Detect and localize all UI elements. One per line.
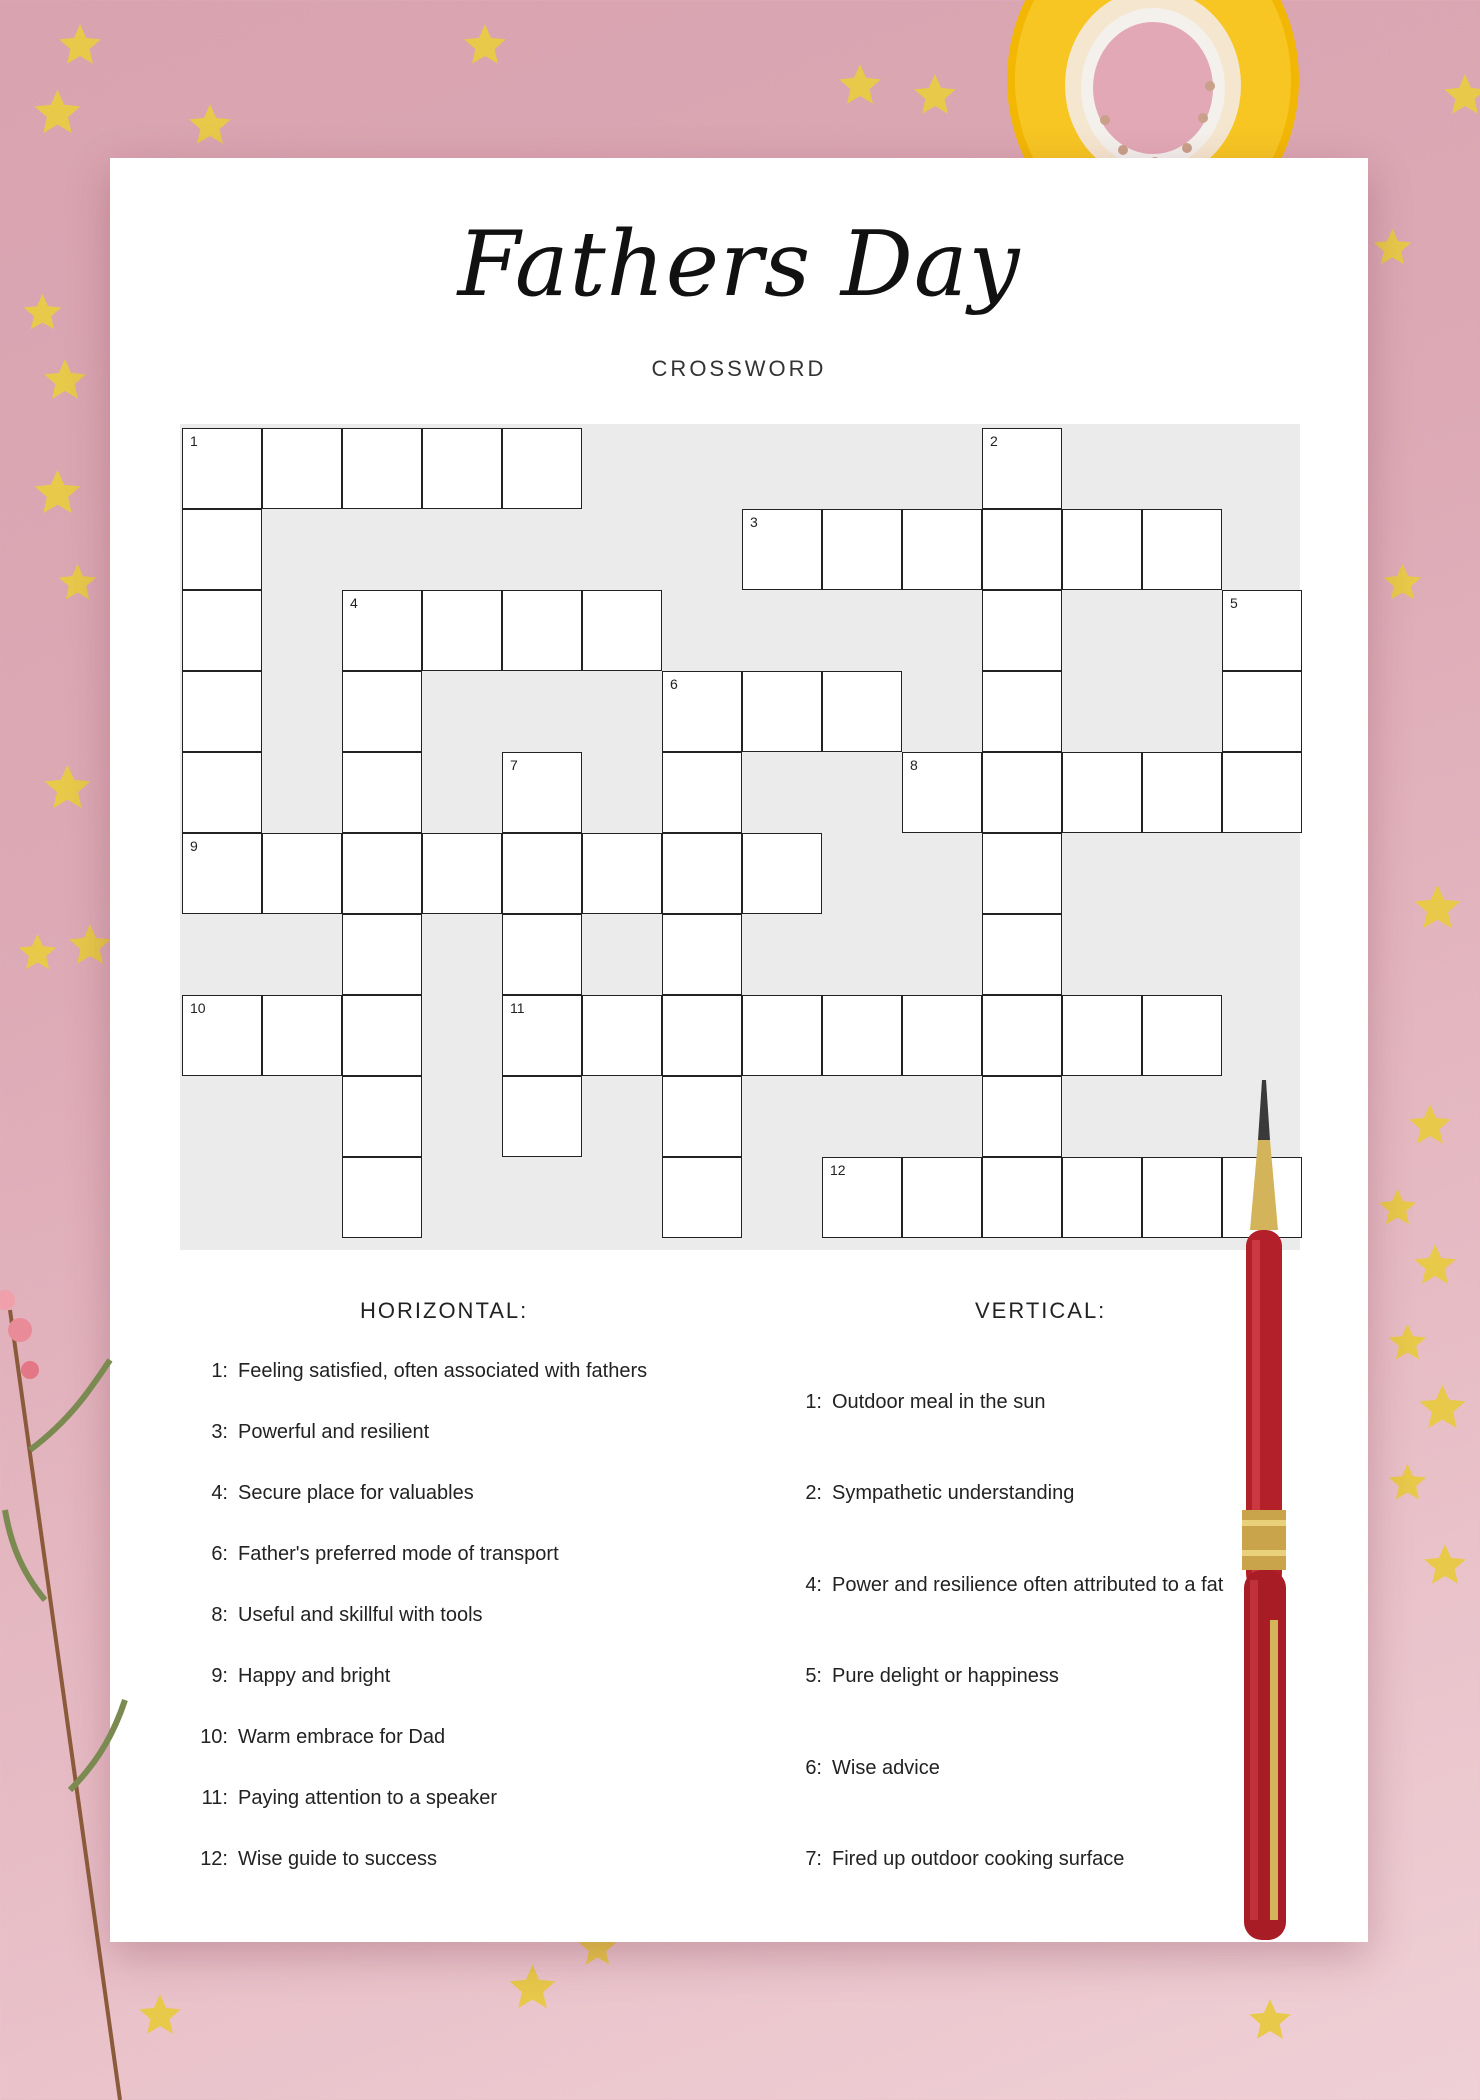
grid-cell — [1222, 752, 1302, 833]
star-icon — [20, 290, 65, 335]
grid-cell — [422, 833, 502, 914]
grid-cell — [662, 752, 742, 833]
grid-cell — [422, 590, 502, 671]
grid-cell — [262, 833, 342, 914]
vertical-clue: 2: Sympathetic understanding — [805, 1482, 1075, 1504]
grid-cell — [502, 995, 582, 1076]
grid-cell — [982, 752, 1062, 833]
grid-cell — [982, 1157, 1062, 1238]
clue-number: 6 — [670, 676, 678, 692]
clue-number: 2 — [990, 433, 998, 449]
grid-cell — [982, 995, 1062, 1076]
grid-cell — [502, 752, 582, 833]
grid-cell — [982, 1076, 1062, 1157]
grid-cell — [902, 509, 982, 590]
vertical-clue: 5: Pure delight or happiness — [805, 1665, 1059, 1687]
star-icon — [1415, 1380, 1470, 1435]
star-icon — [1410, 880, 1465, 935]
crossword-sheet — [110, 158, 1368, 1942]
grid-cell — [902, 995, 982, 1076]
horizontal-clue: 1: Feeling satisfied, often associated with fathers — [211, 1360, 648, 1382]
star-icon — [910, 70, 960, 120]
star-icon — [55, 560, 100, 605]
star-icon — [1370, 225, 1415, 270]
star-icon — [1245, 1995, 1295, 2045]
grid-cell — [662, 995, 742, 1076]
star-icon — [1385, 1460, 1430, 1505]
grid-cell — [342, 428, 422, 509]
grid-cell — [342, 752, 422, 833]
clue-number: 1 — [190, 433, 198, 449]
star-icon — [135, 1990, 185, 2040]
grid-cell — [1062, 509, 1142, 590]
grid-cell — [742, 995, 822, 1076]
vertical-clue: 6: Wise advice — [805, 1757, 940, 1779]
grid-cell — [182, 752, 262, 833]
grid-cell — [182, 509, 262, 590]
star-icon — [15, 930, 60, 975]
star-icon — [40, 760, 95, 815]
grid-cell — [1062, 995, 1142, 1076]
grid-cell — [902, 1157, 982, 1238]
clue-number: 12 — [830, 1162, 846, 1178]
grid-cell — [662, 914, 742, 995]
vertical-clue: 1: Outdoor meal in the sun — [805, 1391, 1046, 1413]
star-icon — [460, 20, 510, 70]
grid-cell — [1142, 509, 1222, 590]
grid-cell — [742, 509, 822, 590]
grid-cell — [742, 671, 822, 752]
grid-cell — [1062, 752, 1142, 833]
grid-cell — [502, 590, 582, 671]
star-icon — [30, 85, 85, 140]
clue-number: 7 — [510, 757, 518, 773]
grid-cell — [902, 752, 982, 833]
grid-cell — [262, 428, 342, 509]
grid-cell — [502, 1076, 582, 1157]
star-icon — [835, 60, 885, 110]
star-icon — [505, 1960, 560, 2015]
grid-cell — [1222, 671, 1302, 752]
page-subtitle: CROSSWORD — [651, 356, 827, 381]
grid-cell — [582, 590, 662, 671]
star-icon — [40, 355, 90, 405]
grid-cell — [342, 1076, 422, 1157]
horizontal-heading: HORIZONTAL: — [360, 1298, 529, 1323]
grid-cell — [982, 671, 1062, 752]
star-icon — [1410, 1240, 1460, 1290]
clue-number: 10 — [190, 1000, 206, 1016]
grid-cell — [1142, 995, 1222, 1076]
star-icon — [185, 100, 235, 150]
grid-cell — [182, 671, 262, 752]
vertical-heading: VERTICAL: — [975, 1298, 1107, 1323]
grid-cell — [982, 914, 1062, 995]
clue-number: 5 — [1230, 595, 1238, 611]
clue-number: 8 — [910, 757, 918, 773]
grid-cell — [342, 590, 422, 671]
star-icon — [1385, 1320, 1430, 1365]
star-icon — [1405, 1100, 1455, 1150]
flower-branch-icon — [0, 1270, 130, 2100]
grid-cell — [182, 833, 262, 914]
grid-cell — [342, 833, 422, 914]
vertical-clue: 7: Fired up outdoor cooking surface — [805, 1848, 1125, 1870]
star-icon — [55, 20, 105, 70]
star-icon — [1375, 1185, 1420, 1230]
grid-cell — [342, 1157, 422, 1238]
horizontal-clue: 4: Secure place for valuables — [211, 1482, 474, 1504]
vertical-clue: 4: Power and resilience often attributed to a fat — [805, 1574, 1224, 1596]
crossword-grid — [180, 424, 1300, 1250]
horizontal-clue: 6: Father's preferred mode of transport — [211, 1543, 559, 1565]
star-icon — [1380, 560, 1425, 605]
grid-cell — [1222, 590, 1302, 671]
grid-cell — [742, 833, 822, 914]
grid-cell — [982, 590, 1062, 671]
grid-cell — [662, 1076, 742, 1157]
horizontal-clue: 3: Powerful and resilient — [211, 1421, 430, 1443]
grid-cell — [1062, 1157, 1142, 1238]
grid-cell — [1142, 1157, 1222, 1238]
grid-cell — [502, 428, 582, 509]
horizontal-clue: 12: Wise guide to success — [200, 1848, 437, 1870]
grid-cell — [982, 428, 1062, 509]
grid-cell — [182, 428, 262, 509]
star-icon — [65, 920, 115, 970]
grid-cell — [342, 914, 422, 995]
horizontal-clue: 11: Paying attention to a speaker — [201, 1787, 498, 1809]
grid-cell — [422, 428, 502, 509]
grid-cell — [182, 590, 262, 671]
grid-cell — [342, 995, 422, 1076]
clue-number: 4 — [350, 595, 358, 611]
grid-cell — [822, 671, 902, 752]
grid-cell — [662, 1157, 742, 1238]
grid-cell — [262, 995, 342, 1076]
pen-icon — [1220, 1080, 1320, 1960]
grid-cell — [582, 995, 662, 1076]
grid-cell — [822, 509, 902, 590]
horizontal-clue: 8: Useful and skillful with tools — [211, 1604, 483, 1626]
clue-number: 11 — [510, 1000, 525, 1016]
star-icon — [30, 465, 85, 520]
grid-cell — [822, 995, 902, 1076]
horizontal-clue: 10: Warm embrace for Dad — [200, 1726, 446, 1748]
grid-cell — [662, 833, 742, 914]
grid-cell — [182, 995, 262, 1076]
clue-number: 3 — [750, 514, 758, 530]
grid-cell — [822, 1157, 902, 1238]
horizontal-clue: 9: Happy and bright — [211, 1665, 391, 1687]
grid-cell — [982, 833, 1062, 914]
grid-cell — [342, 671, 422, 752]
grid-cell — [502, 914, 582, 995]
grid-cell — [982, 509, 1062, 590]
grid-cell — [1142, 752, 1222, 833]
grid-cell — [502, 833, 582, 914]
page-title: Fathers Day — [457, 212, 1021, 317]
star-icon — [1420, 1540, 1470, 1590]
grid-cell — [662, 671, 742, 752]
star-icon — [1440, 70, 1480, 120]
clue-number: 9 — [190, 838, 198, 854]
grid-cell — [582, 833, 662, 914]
